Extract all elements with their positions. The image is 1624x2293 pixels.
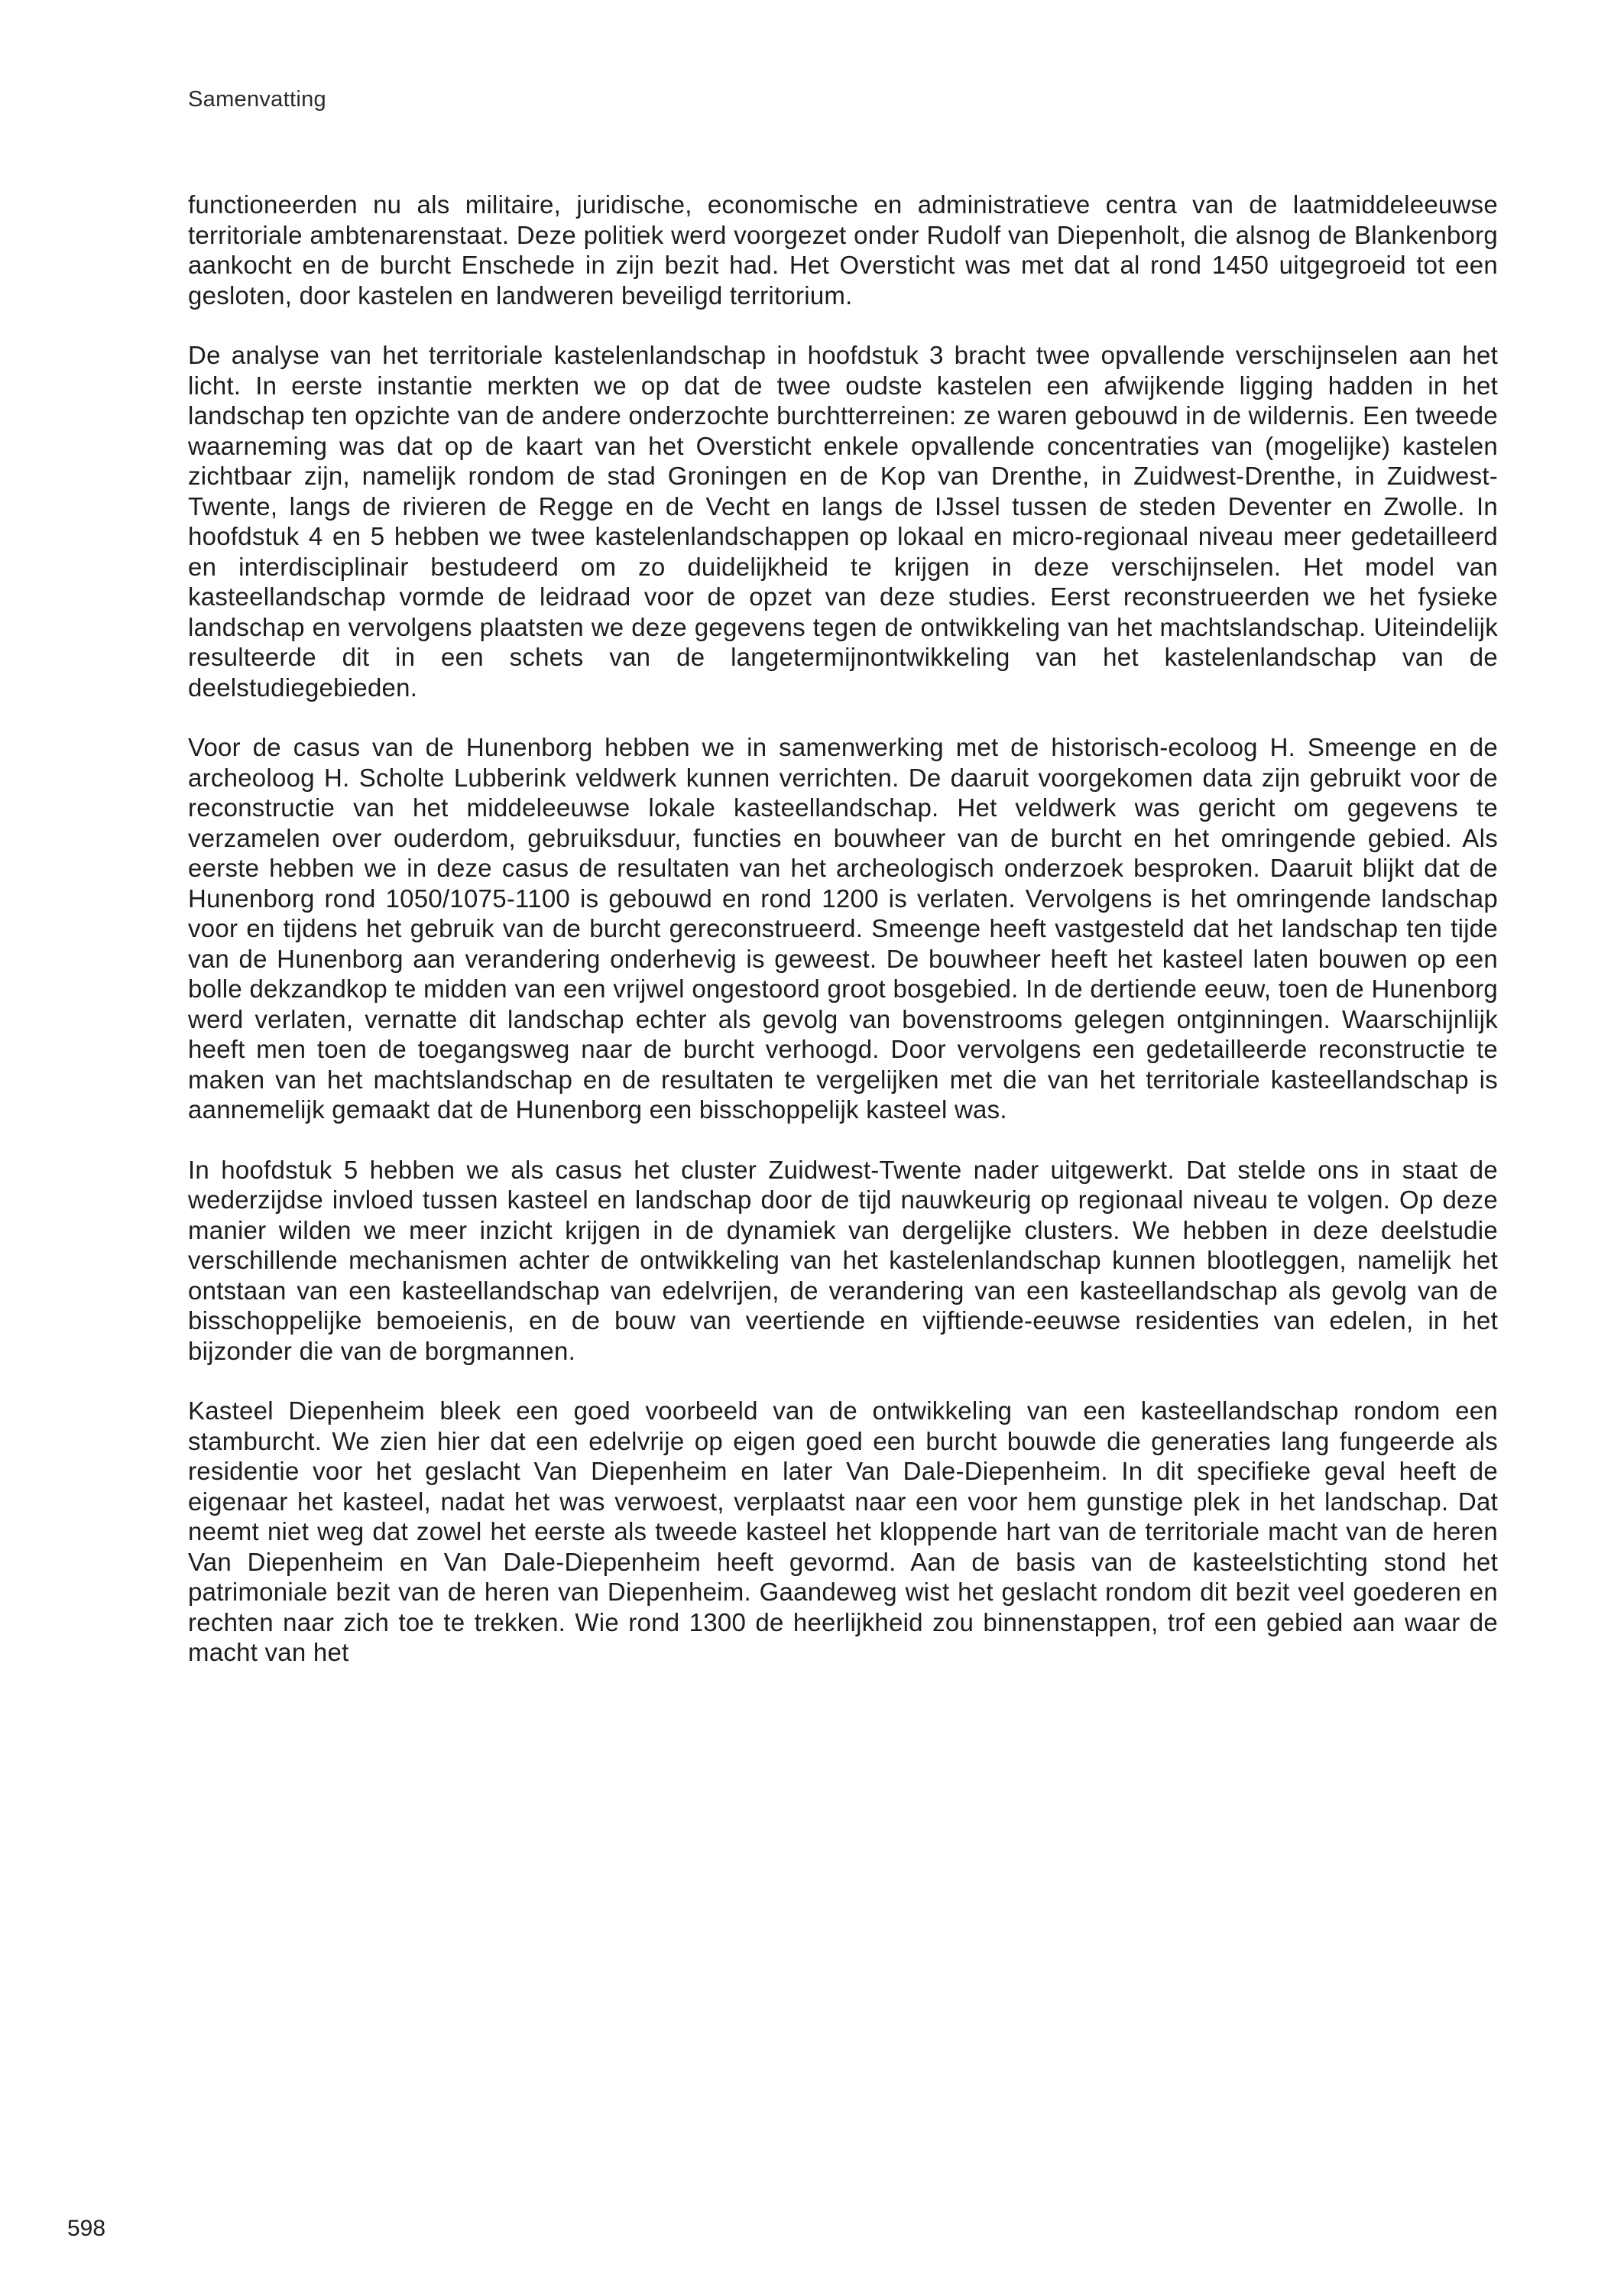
page-number: 598 [67, 2216, 106, 2241]
running-header: Samenvatting [188, 87, 326, 112]
page-content [188, 86, 1498, 1668]
paragraph: De analyse van het territoriale kastelenlandschap in hoofdstuk 3 bracht twee opvallende verschijnselen aan het licht. In eerste instantie merkten we op dat de twee oudste kastelen een afwijkende ligging hadden in het landschap ten opzichte van de andere onderzochte burchtterreinen: ze waren gebouwd in de wildernis. Een tweede waarneming was dat op de kaart van het Oversticht enkele opvallende concentraties van (mogelijke) kastelen zichtbaar zijn, namelijk rondom de stad Groningen en de Kop van Drenthe, in Zuidwest-Drenthe, in Zuidwest-Twente, langs de rivieren de Regge en de Vecht en langs de IJssel tussen de steden Deventer en Zwolle. In hoofdstuk 4 en 5 hebben we twee kastelenlandschappen op lokaal en micro-regionaal niveau meer gedetailleerd en interdisciplinair bestudeerd om zo duidelijkheid te krijgen in deze verschijnselen. Het model van kasteellandschap vormde de leidraad voor de opzet van deze studies. Eerst reconstrueerden we het fysieke landschap en vervolgens plaatsten we deze gegevens tegen de ontwikkeling van het machtslandschap. Uiteindelijk resulteerde dit in een schets van de langetermijnontwikkeling van het kastelenlandschap van de deelstudiegebieden. [188, 341, 1498, 702]
paragraph: Voor de casus van de Hunenborg hebben we in samenwerking met de historisch-ecoloog H. Smeenge en de archeoloog H. Scholte Lubberink veldwerk kunnen verrichten. De daaruit voorgekomen data zijn gebruikt voor de reconstructie van het middeleeuwse lokale kasteellandschap. Het veldwerk was gericht om gegevens te verzamelen over ouderdom, gebruiksduur, functies en bouwheer van de burcht en het omringende gebied. Als eerste hebben we in deze casus de resultaten van het archeologisch onderzoek besproken. Daaruit blijkt dat de Hunenborg rond 1050/1075-1100 is gebouwd en rond 1200 is verlaten. Vervolgens is het omringende landschap voor en tijdens het gebruik van de burcht gereconstrueerd. Smeenge heeft vastgesteld dat het landschap ten tijde van de Hunenborg aan verandering onderhevig is geweest. De bouwheer heeft het kasteel laten bouwen op een bolle dekzandkop te midden van een vrijwel ongestoord groot bosgebied. In de dertiende eeuw, toen de Hunenborg werd verlaten, vernatte dit landschap echter als gevolg van bovenstrooms gelegen ontginningen. Waarschijnlijk heeft men toen de toegangsweg naar de burcht verhoogd. Door vervolgens een gedetailleerde reconstructie te maken van het machtslandschap en de resultaten te vergelijken met die van het territoriale kasteellandschap is aannemelijk gemaakt dat de Hunenborg een bisschoppelijk kasteel was. [188, 733, 1498, 1124]
paragraph: functioneerden nu als militaire, juridische, economische en administratieve centra van de laatmiddeleeuwse territoriale ambtenarenstaat. Deze politiek werd voorgezet onder Rudolf van Diepenholt, die alsnog de Blankenborg aankocht en de burcht Enschede in zijn bezit had. Het Oversticht was met dat al rond 1450 uitgegroeid tot een gesloten, door kastelen en landweren beveiligd territorium. [188, 190, 1498, 310]
paragraph: Kasteel Diepenheim bleek een goed voorbeeld van de ontwikkeling van een kasteellandschap rondom een stamburcht. We zien hier dat een edelvrije op eigen goed een burcht bouwde die generaties lang fungeerde als residentie voor het geslacht Van Diepenheim en later Van Dale-Diepenheim. In dit specifieke geval heeft de eigenaar het kasteel, nadat het was verwoest, verplaatst naar een voor hem gunstige plek in het landschap. Dat neemt niet weg dat zowel het eerste als tweede kasteel het kloppende hart van de territoriale macht van de heren Van Diepenheim en Van Dale-Diepenheim heeft gevormd. Aan de basis van de kasteelstichting stond het patrimoniale bezit van de heren van Diepenheim. Gaandeweg wist het geslacht rondom dit bezit veel goederen en rechten naar zich toe te trekken. Wie rond 1300 de heerlijkheid zou binnenstappen, trof een gebied aan waar de macht van het [188, 1396, 1498, 1666]
body-text [188, 190, 1498, 1668]
paragraph: In hoofdstuk 5 hebben we als casus het cluster Zuidwest-Twente nader uitgewerkt. Dat stelde ons in staat de wederzijdse invloed tussen kasteel en landschap door de tijd nauwkeurig op regionaal niveau te volgen. Op deze manier wilden we meer inzicht krijgen in de dynamiek van dergelijke clusters. We hebben in deze deelstudie verschillende mechanismen achter de ontwikkeling van het kastelenlandschap kunnen blootleggen, namelijk het ontstaan van een kasteellandschap van edelvrijen, de verandering van een kasteellandschap als gevolg van de bisschoppelijke bemoeienis, en de bouw van veertiende en vijftiende-eeuwse residenties van edelen, in het bijzonder die van de borgmannen. [188, 1155, 1498, 1365]
